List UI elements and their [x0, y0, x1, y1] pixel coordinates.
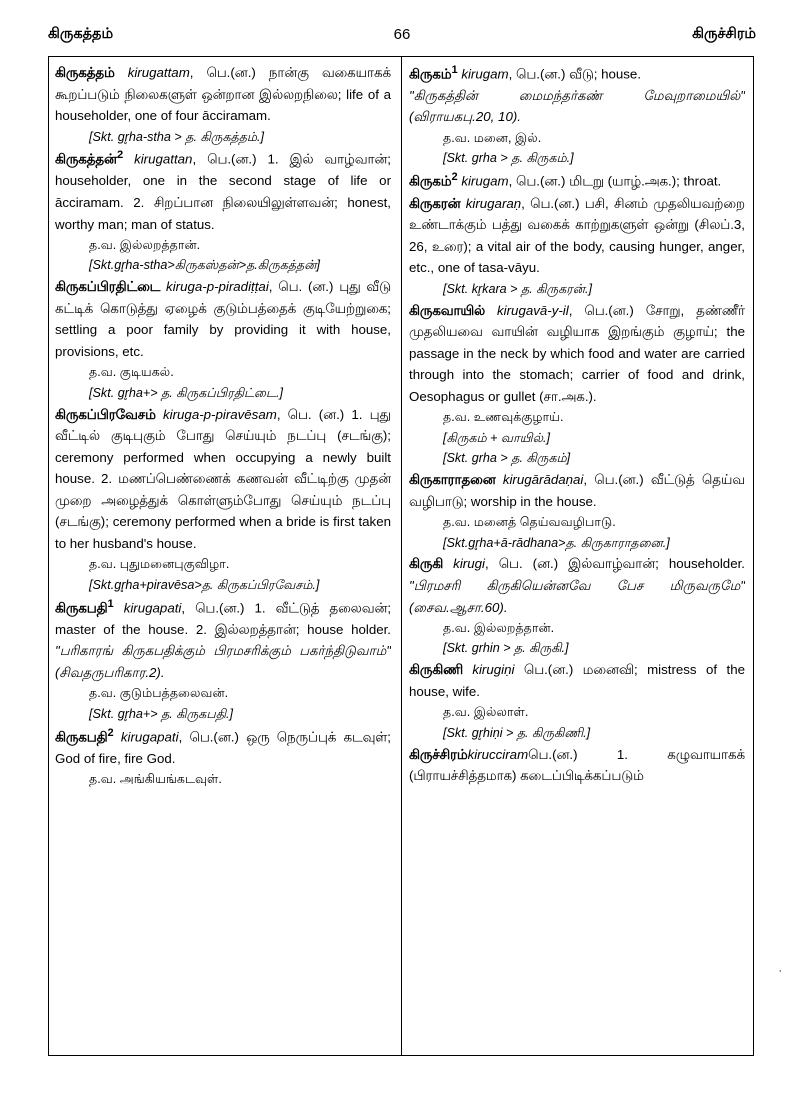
entry-comma: , — [484, 556, 489, 572]
dictionary-entry — [55, 147, 391, 275]
dictionary-entry — [409, 659, 745, 743]
entry-headword: கிருகபதி — [55, 600, 108, 616]
entry-headword: கிருகம் — [409, 173, 452, 189]
entry-romanization: kirugaraṇ — [465, 195, 522, 211]
entry-etymology: [Skt. gr̥hiṇi > த. கிருகிணி.] — [443, 725, 591, 740]
entry-headword: கிருகாராதனை — [409, 472, 496, 488]
entry-etymology: [Skt.gr̥ha+piravēsa>த. கிருகப்பிரவேசம்.] — [89, 577, 320, 592]
entry-etymology: [Skt. gr̥ha-stha > த. கிருகத்தம்.] — [89, 129, 265, 144]
entry-tamil-equivalent: த.வ. இல்லறத்தான். — [89, 238, 201, 253]
dictionary-entry — [55, 725, 391, 790]
entry-headword: கிருகத்தம் — [55, 65, 115, 80]
entry-definition: 1. கழுவாயாகக் (பிராயச்சித்தமாக) கடைப்பிடிக்கப்படும் — [409, 746, 745, 784]
entry-grammar: பெ. (ன.) — [287, 406, 345, 422]
entry-grammar: பெ.(ன.) — [594, 472, 644, 488]
entry-definition: புது வீடு கட்டிக் கொடுத்து ஏழைக் குடும்பத்தைக் குடியேற்றுகை; settling a poor family by providing it with house, provisions, etc. — [55, 279, 391, 359]
entry-superscript: 1 — [451, 64, 458, 76]
entry-romanization: kirugam — [461, 173, 509, 189]
entry-grammar: பெ.(ன.) — [206, 65, 256, 80]
entry-romanization: kirucciram — [467, 746, 529, 762]
entry-headword: கிருகவாயில் — [409, 302, 486, 318]
entry-grammar: பெ.(ன.) — [195, 600, 245, 616]
entry-definition: 1. புது வீட்டில் குடிபுகும் போது செய்யும் நடப்பு (சடங்கு); ceremony performed when occupying a newly built house. 2. மணப்பெண்ணைக் கணவன் வீட்டிற்கு முதன் முறை அழைத்துக் கொள்ளும்போது செய்யும் நடப்பு (சடங்கு); ceremony performed when a bride is first taken to her husband's house. — [55, 406, 391, 551]
margin-mark: · — [778, 965, 782, 977]
entry-definition: வீட்டுத் தெய்வ வழிபாடு; worship in the house. — [409, 472, 745, 509]
entry-romanization: kirugattan — [134, 151, 193, 167]
dictionary-entry — [409, 193, 745, 300]
entry-romanization: kirugiṇi — [472, 662, 515, 678]
entry-comma: , — [268, 279, 273, 295]
entry-romanization: kirugapati — [120, 728, 179, 744]
entry-grammar: பெ.(ன.) — [523, 662, 574, 678]
dictionary-entry — [409, 469, 745, 553]
entry-etymology: [Skt. grha > த. கிருகம்.] — [443, 151, 574, 166]
entry-definition: பசி, சினம் முதலியவற்றை உண்டாக்கும் பத்து வகைக் காற்றுகளுள் ஒன்று (சிலப்.3, 26, உரை); a vital air of the body, causing hunger, anger, etc., one of tasa-vāyu. — [409, 195, 745, 276]
entry-tamil-equivalent: த.வ. மனை, இல். — [443, 131, 542, 146]
entry-tamil-equivalent: த.வ. புதுமனைபுகுவிழா. — [89, 557, 230, 572]
entry-definition: மனைவி; mistress of the house, wife. — [409, 662, 745, 699]
entry-tamil-equivalent: த.வ. குடியகல். — [89, 365, 174, 380]
entry-headword: கிருகபதி — [55, 728, 108, 744]
entry-comma: , — [181, 600, 186, 616]
dictionary-entry — [409, 169, 745, 192]
dictionary-entry — [409, 553, 745, 658]
dictionary-entry — [55, 62, 391, 147]
entry-romanization: kirugam — [461, 66, 509, 82]
column-divider — [401, 56, 402, 1056]
entry-etymology: [Skt. gr̥ha+> த. கிருகபதி.] — [89, 706, 234, 721]
entry-grammar: பெ. (ன.) — [498, 556, 559, 572]
entry-comma: , — [508, 66, 513, 82]
entry-etymology: [Skt.gr̥ha+ā-rādhana>த. கிருகாராதனை.] — [443, 535, 670, 550]
entry-headword: கிருச்சிரம் — [409, 746, 468, 762]
entry-definition: மிடறு (யாழ்.அக.); throat. — [569, 173, 722, 189]
entry-headword: கிருகி — [409, 556, 444, 572]
entry-etymology: [Skt. kr̥kara > த. கிருகரன்.] — [443, 281, 592, 296]
entry-tamil-equivalent: த.வ. குடும்பத்தலைவன். — [89, 686, 229, 701]
entry-grammar: பெ.(ன.) — [528, 746, 578, 762]
entry-grammar: பெ.(ன.) — [207, 151, 257, 167]
entry-romanization: kiruga-p-piravēsam — [163, 406, 277, 422]
entry-romanization: kirugapati — [123, 600, 182, 616]
entry-grammar: பெ. (ன.) — [278, 279, 334, 295]
entry-romanization: kiruga-p-piradiṭṭai — [166, 279, 269, 295]
dictionary-entry — [409, 62, 745, 169]
entry-citation: "பிரமசரி கிருகியென்னவே பேச மிருவருமே" (சைவ.ஆசா.60). — [409, 577, 745, 615]
dictionary-entry — [55, 404, 391, 596]
entry-romanization: kirugārādaṇai — [502, 472, 584, 488]
entry-headword: கிருகப்பிரவேசம் — [55, 406, 156, 422]
entry-comma: , — [178, 728, 183, 744]
entry-romanization: kirugi — [453, 556, 485, 572]
entry-comma: , — [568, 302, 573, 318]
entry-tamil-equivalent: த.வ. அங்கியங்கடவுள். — [89, 772, 222, 787]
entry-tamil-equivalent: த.வ. மனைத் தெய்வவழிபாடு. — [443, 515, 616, 530]
entry-headword: கிருகத்தன் — [55, 151, 117, 167]
entry-superscript: 2 — [107, 726, 114, 739]
entry-superscript: 2 — [451, 171, 458, 184]
entry-compound-note: [கிருகம் + வாயில்.] — [443, 430, 551, 445]
entry-comma: , — [508, 173, 513, 189]
running-head — [48, 26, 756, 50]
entry-citation: "பரிகாரங் கிருகபதிக்கும் பிரமசரிக்கும் பகர்ந்திடுவாம்" (சிவதருபரிகார.2). — [55, 643, 391, 680]
entry-definition: சோறு, தண்ணீர் முதலியவை வாயின் வழியாக இறங்கும் குழாய்; the passage in the neck by which food and water are carried through into the stomach; carrier of food and drink, Oesophagus or gullet (சா.அக.). — [409, 302, 745, 404]
header-left-guideword: கிருகத்தம் — [48, 26, 114, 42]
entry-definition: ஒரு நெருப்புக் கடவுள்; God of fire, fire God. — [55, 728, 391, 766]
entry-tamil-equivalent: த.வ. உணவுக்குழாய். — [443, 410, 564, 425]
entry-tamil-equivalent: த.வ. இல்லறத்தான். — [443, 621, 555, 636]
entry-grammar: பெ.(ன.) — [516, 66, 566, 82]
entry-citation: "கிருகத்தின் மைமந்தர்கண் மேவுறாமையில்" (விராயகபு.20, 10). — [409, 87, 745, 125]
dictionary-entry — [55, 276, 391, 403]
entry-grammar: பெ.(ன.) — [189, 728, 239, 744]
entry-definition: இல்வாழ்வான்; householder. — [568, 556, 745, 572]
entry-comma: , — [192, 151, 197, 167]
entry-definition: நான்கு வகையாகக் கூறப்படும் நிலைகளுள் ஒன்றான இல்லறநிலை; life of a householder, one of four ācciramam. — [55, 65, 391, 124]
header-right-guideword: கிருச்சிரம் — [692, 26, 756, 42]
entry-comma: , — [521, 195, 525, 211]
entry-etymology: [Skt. gr̥ha+> த. கிருகப்பிரதிட்டை.] — [89, 385, 283, 400]
entry-superscript: 1 — [107, 597, 114, 610]
entry-romanization: kirugavā-y-il — [497, 302, 569, 318]
dictionary-entry — [409, 744, 745, 787]
entry-definition: 1. வீட்டுத் தலைவன்; master of the house. 2. இல்லறத்தான்; house holder. — [55, 600, 391, 637]
column-right — [409, 62, 745, 1052]
page-number: 66 — [393, 26, 411, 43]
entry-superscript: 2 — [116, 149, 124, 162]
entry-headword: கிருகரன் — [409, 195, 461, 211]
entry-grammar: பெ.(ன.) — [584, 302, 634, 318]
entry-comma: , — [189, 65, 194, 80]
entry-grammar: பெ.(ன.) — [530, 195, 580, 211]
entry-comma: , — [583, 472, 588, 488]
entry-etymology: [Skt. grha > த. கிருகம்] — [443, 451, 571, 466]
dictionary-entry — [55, 596, 391, 724]
entry-headword: கிருகிணி — [409, 662, 463, 678]
dictionary-entry — [409, 300, 745, 469]
entry-comma: , — [276, 406, 281, 422]
entry-etymology: [Skt.gr̥ha-stha>கிருகஸ்தன்>த.கிருகத்தன்] — [89, 258, 320, 273]
entry-romanization: kirugattam — [127, 65, 190, 80]
entry-definition: வீடு; house. — [569, 66, 642, 82]
entry-definition: 1. இல் வாழ்வான்; householder, one in the second stage of life or ācciramam. 2. சிறப்பான நிலையிலுள்ளவன்; honest, worthy man; man of status. — [55, 151, 391, 232]
column-left — [55, 62, 391, 1052]
entry-etymology: [Skt. grhin > த. கிருகி.] — [443, 641, 569, 656]
entry-headword: கிருகப்பிரதிட்டை — [55, 279, 161, 295]
entry-tamil-equivalent: த.வ. இல்லாள். — [443, 705, 529, 720]
entry-grammar: பெ.(ன.) — [516, 173, 566, 189]
entry-headword: கிருகம் — [409, 66, 452, 82]
